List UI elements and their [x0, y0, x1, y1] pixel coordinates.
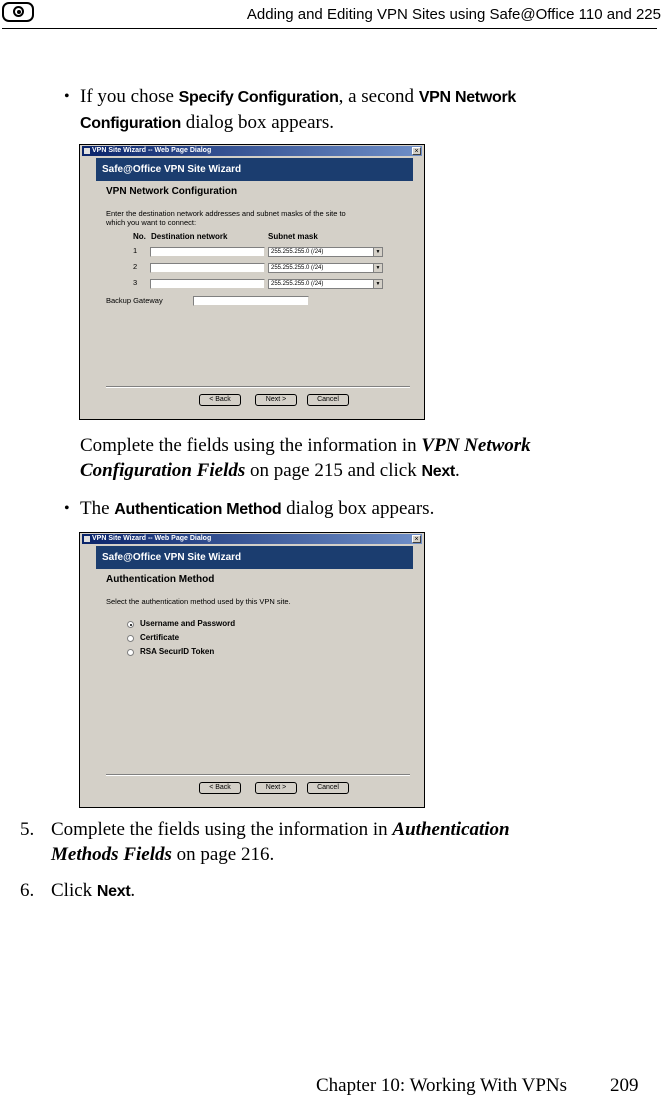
destination-network-input[interactable] — [150, 279, 265, 289]
step-number: 5. — [20, 819, 35, 840]
intro-bold-vpn-network: VPN Network — [418, 89, 516, 106]
option-label[interactable]: Certificate — [140, 633, 180, 642]
backup-gateway-input[interactable] — [193, 296, 309, 306]
intro-text: , a second — [338, 86, 419, 107]
row-number: 2 — [133, 262, 138, 271]
row-number: 3 — [133, 278, 138, 287]
window-icon — [84, 536, 90, 542]
intro-paragraph — [80, 84, 600, 136]
instruction-line: Select the authentication method used by this VPN site. — [106, 597, 291, 606]
body-text: The — [80, 498, 115, 519]
cancel-button[interactable]: Cancel — [307, 782, 349, 794]
chevron-down-icon[interactable]: ▼ — [373, 264, 382, 272]
next-keyword: Next — [96, 883, 131, 900]
xref-vpn-network: VPN Network — [421, 435, 531, 456]
destination-network-input[interactable] — [150, 263, 265, 273]
footer-page-number: 209 — [610, 1075, 639, 1096]
radio-username-password[interactable] — [127, 621, 134, 628]
brand-logo-icon — [2, 2, 34, 22]
dialog-window-title: VPN Site Wizard -- Web Page Dialog — [92, 535, 212, 542]
section-title: Authentication Method — [106, 574, 215, 585]
intro-text: dialog box appears. — [180, 112, 334, 133]
subnet-mask-select[interactable] — [268, 247, 383, 257]
auth-bullet-paragraph — [80, 496, 600, 522]
row-number: 1 — [133, 246, 138, 255]
wizard-banner-title: Safe@Office VPN Site Wizard — [102, 164, 242, 175]
intro-text: If you chose — [80, 86, 179, 107]
step-number: 6. — [20, 880, 35, 901]
column-header-network: Destination network — [151, 232, 228, 241]
instruction-line-1: Enter the destination network addresses and subnet masks of the site to — [106, 209, 346, 218]
bullet-glyph: • — [64, 88, 70, 105]
body-text: Complete the fields using the information in — [80, 435, 422, 456]
subnet-mask-value: 255.255.255.0 (/24) — [271, 281, 324, 287]
wizard-banner — [96, 158, 413, 181]
complete-fields-paragraph — [80, 433, 600, 484]
step-6-paragraph — [51, 878, 571, 904]
subnet-mask-value: 255.255.255.0 (/24) — [271, 265, 324, 271]
subnet-mask-select[interactable] — [268, 263, 383, 273]
body-text: . — [130, 880, 136, 901]
chevron-down-icon[interactable]: ▼ — [373, 248, 382, 256]
next-button[interactable]: Next > — [255, 782, 297, 794]
xref-methods-fields: Methods Fields — [51, 844, 172, 865]
footer-chapter: Chapter 10: Working With VPNs — [316, 1075, 568, 1096]
body-text: Complete the fields using the information in — [51, 819, 393, 840]
dialog-separator — [106, 774, 410, 776]
window-icon — [84, 148, 90, 154]
column-header-no: No. — [133, 232, 146, 241]
section-title: VPN Network Configuration — [106, 186, 238, 197]
vpn-network-config-dialog — [79, 144, 425, 420]
chevron-down-icon[interactable]: ▼ — [373, 280, 382, 288]
body-text: on page 215 and click — [245, 460, 422, 481]
destination-network-input[interactable] — [150, 247, 265, 257]
option-label[interactable]: Username and Password — [140, 619, 236, 628]
body-text: dialog box appears. — [281, 498, 435, 519]
dialog-titlebar — [82, 146, 422, 156]
step-5-paragraph — [51, 817, 571, 867]
instruction-line-2: which you want to connect: — [106, 218, 197, 227]
xref-configuration-fields: Configuration Fields — [80, 460, 246, 481]
backup-gateway-label: Backup Gateway — [106, 296, 163, 305]
back-button[interactable]: < Back — [199, 782, 241, 794]
intro-bold-configuration: Configuration — [80, 115, 181, 132]
auth-method-keyword: Authentication Method — [114, 501, 282, 518]
body-text: . — [454, 460, 460, 481]
dialog-window-title: VPN Site Wizard -- Web Page Dialog — [92, 147, 212, 154]
wizard-banner-title: Safe@Office VPN Site Wizard — [102, 552, 242, 563]
bullet-glyph: • — [64, 500, 70, 517]
back-button[interactable]: < Back — [199, 394, 241, 406]
header-rule — [2, 28, 657, 29]
wizard-banner — [96, 546, 413, 569]
dialog-separator — [106, 386, 410, 388]
option-label[interactable]: RSA SecurID Token — [140, 647, 215, 656]
close-icon[interactable]: × — [412, 535, 421, 543]
cancel-button[interactable]: Cancel — [307, 394, 349, 406]
subnet-mask-select[interactable] — [268, 279, 383, 289]
intro-bold-specify: Specify Configuration — [178, 89, 339, 106]
dialog-titlebar — [82, 534, 422, 544]
body-text: Click — [51, 880, 97, 901]
next-button[interactable]: Next > — [255, 394, 297, 406]
xref-authentication: Authentication — [392, 819, 510, 840]
column-header-mask: Subnet mask — [268, 232, 318, 241]
authentication-method-dialog — [79, 532, 425, 808]
running-header-title: Adding and Editing VPN Sites using Safe@Office 110 and 225 — [246, 6, 661, 23]
next-keyword: Next — [421, 463, 455, 480]
radio-rsa-securid[interactable] — [127, 649, 134, 656]
radio-certificate[interactable] — [127, 635, 134, 642]
body-text: on page 216. — [171, 844, 275, 865]
subnet-mask-value: 255.255.255.0 (/24) — [271, 249, 324, 255]
close-icon[interactable]: × — [412, 147, 421, 155]
